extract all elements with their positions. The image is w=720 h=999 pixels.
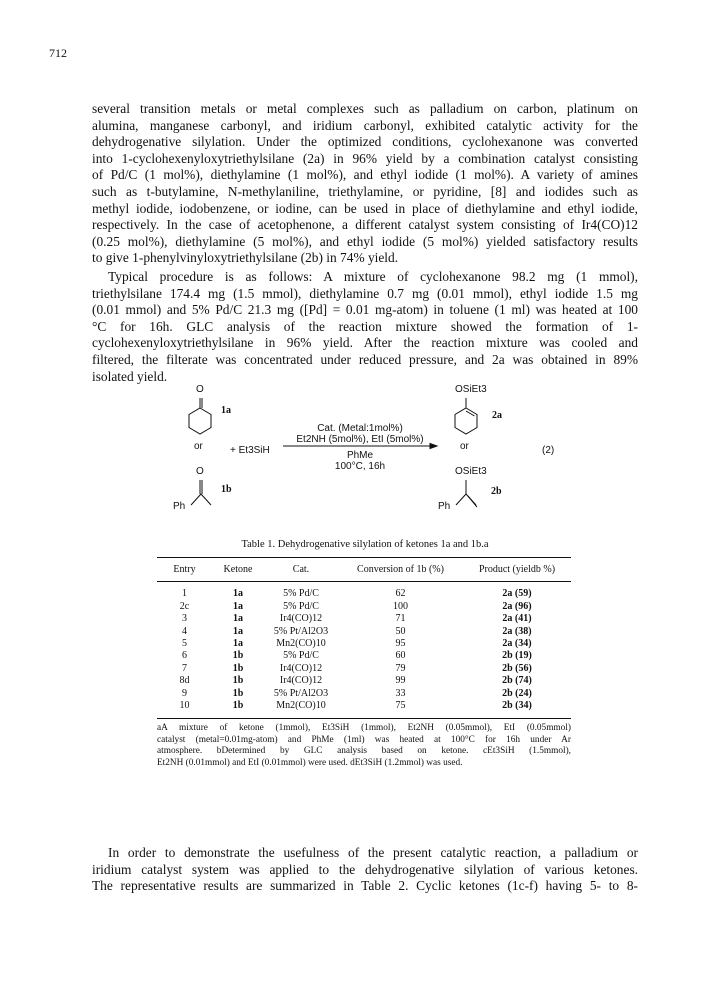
table-cell: 2a (38) [502, 625, 532, 637]
table-cell: 4 [182, 625, 187, 637]
text-line: cyclohexenyloxytriethylsilane in 96% yield. After the reaction mixture was cooled and [92, 335, 638, 351]
table-row [157, 582, 571, 601]
phenyl-label: Ph [173, 501, 186, 512]
table-cell: 2b (74) [502, 675, 532, 687]
text-line: to give 1-phenylvinyloxytriethylsilane (2b) in 74% yield. [92, 250, 399, 266]
compound-label-1a: 1a [221, 405, 231, 416]
reagent-label: + Et3SiH [230, 445, 270, 456]
text-line: (0.01 mmol) and 5% Pd/C 21.3 mg ([Pd] = 0.01 mg-atom) in toluene (1 ml) was heated at 100 [92, 302, 638, 318]
table-body [157, 582, 571, 719]
table-row [157, 638, 571, 650]
table-cell: Ir4(CO)12 [279, 662, 323, 674]
text-line: such as t-butylamine, N-methylaniline, triethylamine, or pyridine, [8] and iodides such as [92, 183, 638, 199]
table-row [157, 675, 571, 687]
header-cell: Product (yieldb %) [463, 558, 571, 582]
text-line: several transition metals or metal complexes such as palladium on carbon, platinum on [92, 101, 638, 116]
silyl-enol-ether-a-structure [455, 398, 477, 434]
header-cell: Conversion of 1b (%) [338, 558, 463, 582]
footnote-line: aA mixture of ketone (1mmol), Et3SiH (1mmol), Et2NH (0.05mmol), EtI (0.05mmol) [157, 723, 571, 733]
silyl-enol-ether-b-structure [456, 480, 477, 507]
text-line: In order to demonstrate the usefulness of the present catalytic reaction, a palladium or [108, 845, 638, 860]
header-cell: Cat. [264, 558, 338, 582]
acetophenone-structure [191, 480, 211, 505]
table-footnote [157, 723, 571, 769]
table-cell: 5% Pd/C [283, 588, 319, 600]
osiet3-label: OSiEt3 [455, 384, 487, 395]
table-cell: 1a [233, 600, 243, 612]
equation-number: (2) [542, 445, 555, 456]
compound-label-1b: 1b [221, 484, 232, 495]
or-label: or [194, 441, 203, 452]
table-cell: 2b (24) [502, 687, 532, 699]
table-cell: 5% Pt/Al2O3 [273, 687, 329, 699]
table-cell: 5 [182, 638, 187, 650]
table-cell: 2a (34) [502, 638, 532, 650]
cyclohexanone-structure [189, 398, 211, 434]
text-line: filtered, the filterate was concentrated under reduced pressure, and 2a was obtained in 89% [92, 351, 638, 367]
table-cell: 5% Pd/C [283, 600, 319, 612]
table-cell: 3 [182, 613, 187, 625]
reaction-scheme [150, 384, 580, 524]
table-cell: 1b [232, 662, 244, 674]
table-cell: 2b (56) [502, 662, 532, 674]
paragraph-1 [92, 101, 638, 267]
table-cell: 1a [233, 638, 243, 650]
table-cell: 10 [157, 700, 212, 719]
text-line: The representative results are summarized in Table 2. Cyclic ketones (1c-f) having 5- to 8- [92, 878, 638, 894]
carbonyl-oxygen-label: O [196, 384, 204, 395]
table-cell: 2b (34) [463, 700, 571, 719]
table-cell: 1b [212, 700, 264, 719]
table-cell: 9 [182, 687, 187, 699]
table-cell: Mn2(CO)10 [264, 700, 338, 719]
table-header-row [157, 558, 571, 582]
compound-label-2b: 2b [491, 486, 502, 497]
carbonyl-oxygen-label: O [196, 466, 204, 477]
paragraph-2 [92, 269, 638, 385]
results-table [157, 557, 571, 719]
table-row [157, 626, 571, 638]
table-row [157, 613, 571, 625]
table-cell: 99 [395, 675, 406, 687]
table-cell: 2a (59) [502, 588, 532, 600]
table-cell: 5% Pd/C [283, 650, 319, 662]
table-cell: 1 [182, 588, 187, 600]
table-cell: 95 [395, 638, 406, 650]
table-cell: 1a [233, 613, 243, 625]
table-cell: 60 [395, 650, 406, 662]
footnote-line: atmosphere. bDetermined by GLC analysis based on ketone. cEt3SiH (1.5mmol), [157, 746, 571, 757]
condition-catalyst: Cat. (Metal:1mol%) [317, 423, 403, 434]
table-caption: Table 1. Dehydrogenative silylation of ketones 1a and 1b.a [241, 539, 489, 550]
table-cell: Mn2(CO)10 [276, 638, 326, 650]
table-cell: 1b [232, 675, 244, 687]
footnote-line: catalyst (metal=0.01mg-atom) and PhMe (1ml) was heated at 100°C for 16h under Ar [157, 734, 571, 745]
table-cell: 1b [232, 650, 244, 662]
table-cell: 79 [395, 662, 406, 674]
table-row [157, 601, 571, 613]
osiet3-label: OSiEt3 [455, 466, 487, 477]
table-cell: 1a [233, 625, 243, 637]
text-line: dehydrogenative silylation. Under the optimized conditions, cyclohexanone was converted [92, 134, 638, 150]
table-cell: 2b (19) [502, 650, 532, 662]
table-cell: 5% Pt/Al2O3 [273, 625, 329, 637]
table-cell: 75 [338, 700, 463, 719]
table-row [157, 700, 571, 719]
text-line: °C for 16h. GLC analysis of the reaction mixture showed the formation of 1- [92, 318, 638, 334]
table-row [157, 688, 571, 700]
table-cell: 2a (96) [502, 600, 532, 612]
table-cell: 2c [179, 600, 190, 612]
text-line: methyl iodide, iodobenzene, or iodine, can be used in place of diethylamine and ethyl iodide, [92, 200, 638, 216]
text-line: alumina, manganese carbonyl, and iridium carbonyl, exhibited catalytic activity for the [92, 117, 638, 133]
table-1 [157, 557, 571, 719]
table-cell: Ir4(CO)12 [279, 613, 323, 625]
text-line: respectively. In the case of acetophenone, a different catalyst system consisting of Ir4(CO)12 [92, 217, 638, 233]
condition-solvent: PhMe [346, 450, 374, 461]
table-row [157, 663, 571, 675]
compound-label-2a: 2a [492, 410, 502, 421]
table-cell: 1b [232, 687, 244, 699]
footnote-line: Et2NH (0.01mmol) and EtI (0.01mmol) were used. dEt3SiH (1.2mmol) was used. [157, 757, 463, 768]
phenyl-label: Ph [438, 501, 451, 512]
table-cell: 33 [395, 687, 406, 699]
text-line: iridium catalyst system was applied to the dehydrogenative silylation of various ketones. [92, 861, 638, 877]
table-row [157, 650, 571, 662]
text-line: of Pd/C (1 mol%), diethylamine (1 mol%), and ethyl iodide (1 mol%). A variety of amines [92, 167, 638, 183]
table-cell: 50 [395, 625, 406, 637]
table-cell: 100 [393, 600, 408, 612]
table-cell: 7 [182, 662, 187, 674]
text-line: triethylsilane 174.4 mg (1.5 mmol), diethylamine 0.7 mg (0.01 mmol), ethyl iodide 1.5 mg [92, 285, 638, 301]
header-cell: Ketone [212, 558, 264, 582]
text-line: into 1-cyclohexenyloxytriethylsilane (2a) in 96% yield by a combination catalyst consisting [92, 150, 638, 166]
header-cell: Entry [157, 558, 212, 582]
table-cell: 2a (41) [502, 613, 532, 625]
page-number: 712 [49, 46, 67, 60]
table-cell: 62 [395, 588, 406, 600]
condition-additives: Et2NH (5mol%), EtI (5mol%) [296, 434, 424, 445]
table-cell: 1a [233, 588, 243, 600]
table-cell: 8d [179, 675, 190, 687]
table-cell: Ir4(CO)12 [279, 675, 323, 687]
or-label: or [460, 441, 469, 452]
table-cell: 6 [182, 650, 187, 662]
text-line: Typical procedure is as follows: A mixture of cyclohexanone 98.2 mg (1 mmol), [108, 269, 638, 284]
text-line: (0.25 mol%), diethylamine (5 mol%), and ethyl iodide (5 mol%) yielded satisfactory results [92, 233, 638, 249]
text-line: isolated yield. [92, 368, 168, 384]
paragraph-3 [92, 845, 638, 895]
table-cell: 71 [395, 613, 406, 625]
condition-temperature-time: 100°C, 16h [334, 461, 386, 472]
